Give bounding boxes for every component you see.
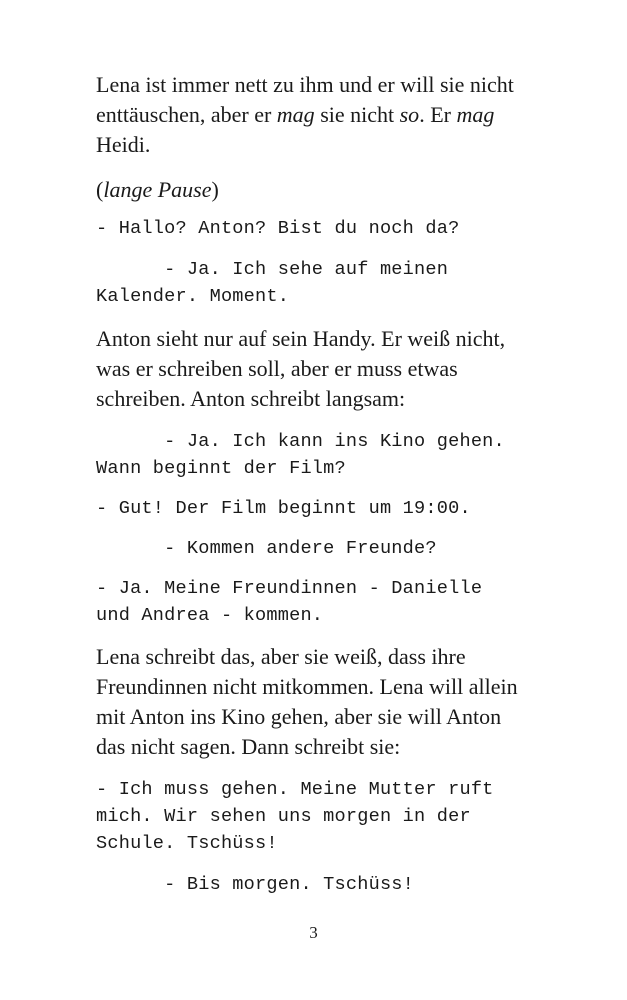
text-span: Lena ist immer nett zu ihm und er will sie nicht enttäuschen, aber er [96,72,514,127]
page-body [96,70,566,898]
page-number: 3 [309,923,318,942]
chat-message: - Kommen andere Freunde? [96,538,437,559]
chat-message: - Gut! Der Film beginnt um 19:00. [96,498,471,519]
chat-message: - Hallo? Anton? Bist du noch da? [96,218,460,239]
emphasis-text: so [399,102,420,127]
text-span: . Er [419,102,457,127]
stage-direction: (lange Pause) [96,177,219,202]
chat-message: - Bis morgen. Tschüss! [96,874,415,895]
narrative-paragraph: Anton sieht nur auf sein Handy. Er weiß nicht, was er schreiben soll, aber er muss etwas schreiben. Anton schreibt langsam: [96,326,506,411]
text-span: sie nicht [314,102,400,127]
narrative-paragraph: Lena schreibt das, aber sie weiß, dass ihre Freundinnen nicht mitkommen. Lena will allein mit Anton ins Kino gehen, aber sie will Anton das nicht sagen. Dann schreibt sie: [96,644,518,759]
chat-message: - Ja. Ich sehe auf meinen Kalender. Moment. [96,259,449,307]
chat-message: - Ich muss gehen. Meine Mutter ruft mich. Wir sehen uns morgen in der Schule. Tschüss! [96,779,494,854]
stage-direction-text: lange Pause [103,177,212,202]
chat-message: - Ja. Meine Freundinnen - Danielle und Andrea - kommen. [96,578,483,626]
narrative-paragraph [96,70,566,160]
chat-message: - Ja. Ich kann ins Kino gehen. Wann beginnt der Film? [96,431,505,479]
emphasis-text: mag [456,102,495,127]
emphasis-text: mag [276,102,315,127]
text-span: Heidi. [96,132,151,157]
